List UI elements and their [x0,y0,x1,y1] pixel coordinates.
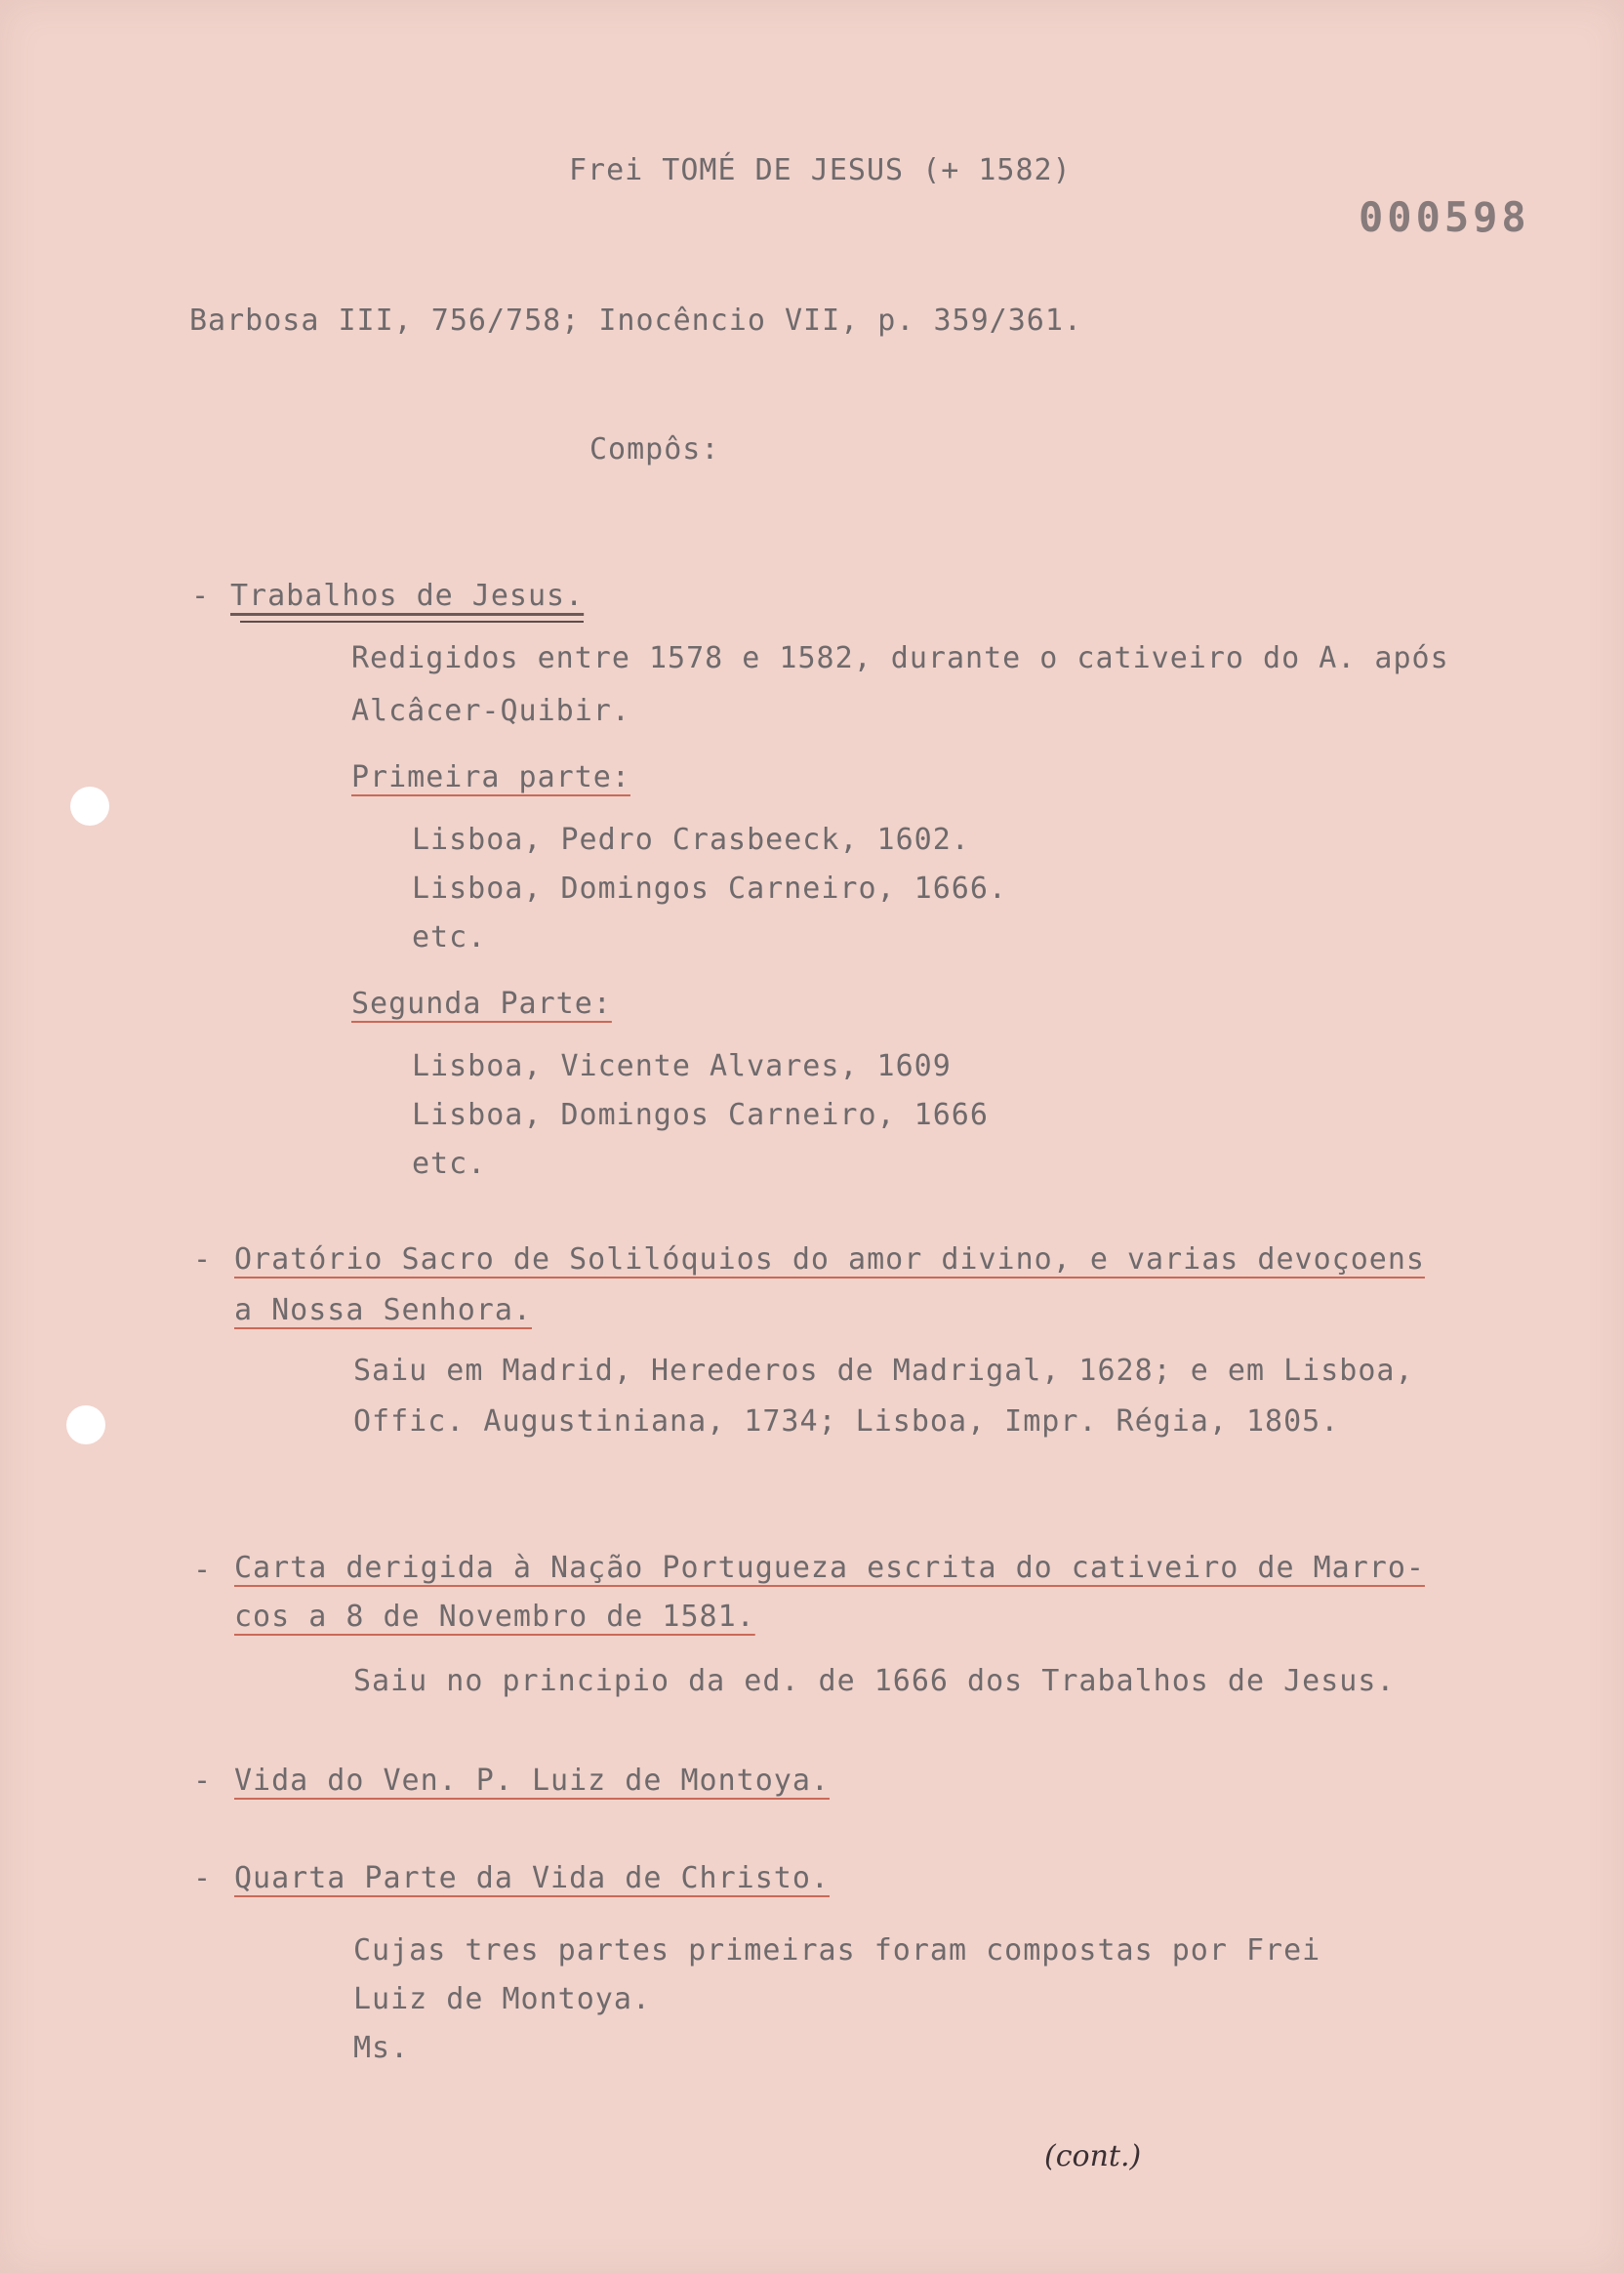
work-description-line: Luiz de Montoya. [353,1982,651,2016]
edition-line: Lisboa, Pedro Crasbeeck, 1602. [412,823,970,857]
edition-line: Lisboa, Domingos Carneiro, 1666. [412,872,1007,906]
list-dash: - [193,1553,213,1587]
archive-number-stamp: 000598 [1359,193,1530,241]
part-label-segunda: Segunda Parte: [351,987,612,1021]
list-dash: - [193,1861,213,1895]
work-description-line: Saiu em Madrid, Herederos de Madrigal, 1628; e em Lisboa, [353,1354,1414,1388]
compos-heading: Compôs: [589,432,720,467]
list-dash: - [191,579,211,613]
work-title-carta: Carta derigida à Nação Portugueza escrita do cativeiro de Marro- [234,1551,1425,1585]
work-description-line: Saiu no principio da ed. de 1666 dos Trabalhos de Jesus. [353,1664,1396,1698]
handwritten-cont-note: (cont.) [1044,2139,1142,2173]
punch-hole-upper [70,787,109,826]
list-dash: - [193,1242,213,1277]
double-underline [240,621,584,623]
work-title-oratorio: Oratório Sacro de Solilóquios do amor divino, e varias devoçoens [234,1242,1425,1277]
document-title: Frei TOMÉ DE JESUS (+ 1582) [569,153,1072,187]
work-description-line: Cujas tres partes primeiras foram compostas por Frei [353,1933,1321,1968]
edition-line: etc. [412,920,487,954]
work-description-line: Ms. [353,2031,410,2065]
work-description-line: Offic. Augustiniana, 1734; Lisboa, Impr. Régia, 1805. [353,1404,1340,1439]
work-description-line: Alcâcer-Quibir. [351,694,630,728]
work-title-vida: Vida do Ven. P. Luiz de Montoya. [234,1764,830,1798]
list-dash: - [193,1764,213,1798]
edition-line: Lisboa, Vicente Alvares, 1609 [412,1049,952,1083]
work-description-line: Redigidos entre 1578 e 1582, durante o cativeiro do A. após [351,641,1449,675]
edition-line: Lisboa, Domingos Carneiro, 1666 [412,1098,989,1132]
work-title-carta-cont: cos a 8 de Novembro de 1581. [234,1600,755,1634]
punch-hole-lower [66,1405,105,1444]
work-title-trabalhos: Trabalhos de Jesus. [230,579,585,613]
work-title-oratorio-cont: a Nossa Senhora. [234,1293,532,1327]
part-label-primeira: Primeira parte: [351,760,630,794]
work-title-quarta-parte: Quarta Parte da Vida de Christo. [234,1861,830,1895]
edition-line: etc. [412,1147,487,1181]
bibliographic-references: Barbosa III, 756/758; Inocêncio VII, p. 359/361. [189,304,1082,338]
